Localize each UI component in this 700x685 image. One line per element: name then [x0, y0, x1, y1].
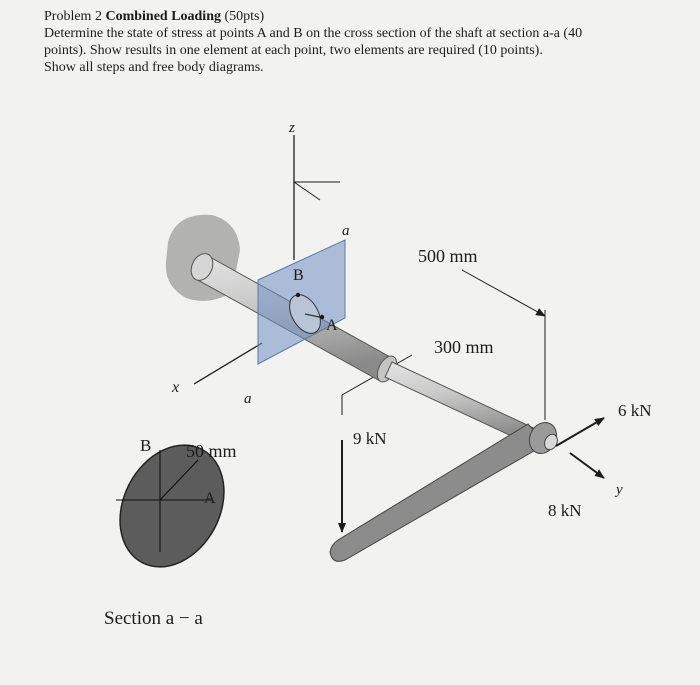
- y-axis-label: y: [616, 482, 623, 498]
- dim-500-ext-left: [294, 182, 320, 200]
- dim-500-line: [462, 270, 545, 316]
- section-caption: Section a − a: [104, 608, 203, 629]
- dim-500-label: 500 mm: [418, 246, 478, 266]
- point-b-label: B: [293, 267, 304, 284]
- inset-point-b-label: B: [140, 436, 152, 455]
- force-8kn-arrow: [570, 453, 604, 478]
- problem-text-line-2: points). Show results in one element at each point, two elements are required (10 points).: [44, 43, 543, 58]
- point-a-dot: [320, 315, 324, 319]
- problem-number: Problem 2: [44, 9, 106, 24]
- point-a-label: A: [326, 317, 338, 334]
- force-8kn-label: 8 kN: [548, 501, 582, 520]
- force-6kn-arrow: [556, 418, 604, 446]
- z-axis-label: z: [289, 120, 295, 136]
- section-label-top: a: [342, 223, 350, 239]
- problem-text-line-3: Show all steps and free body diagrams.: [44, 60, 264, 75]
- section-inset: [100, 427, 245, 585]
- problem-text-line-1: Determine the state of stress at points A and B on the cross section of the shaft at section a-a (40: [44, 26, 583, 41]
- problem-topic: Combined Loading: [105, 9, 221, 24]
- force-6kn-label: 6 kN: [618, 401, 652, 420]
- x-axis: [194, 343, 262, 384]
- inset-radius-label: 50 mm: [186, 441, 237, 461]
- force-9kn-label: 9 kN: [353, 429, 387, 448]
- inset-point-a-label: A: [204, 490, 216, 507]
- problem-points: (50pts): [221, 9, 265, 24]
- dim-300-label: 300 mm: [434, 337, 494, 357]
- section-label-bottom: a: [244, 391, 252, 407]
- point-b-dot: [296, 293, 300, 297]
- x-axis-label: x: [172, 379, 180, 396]
